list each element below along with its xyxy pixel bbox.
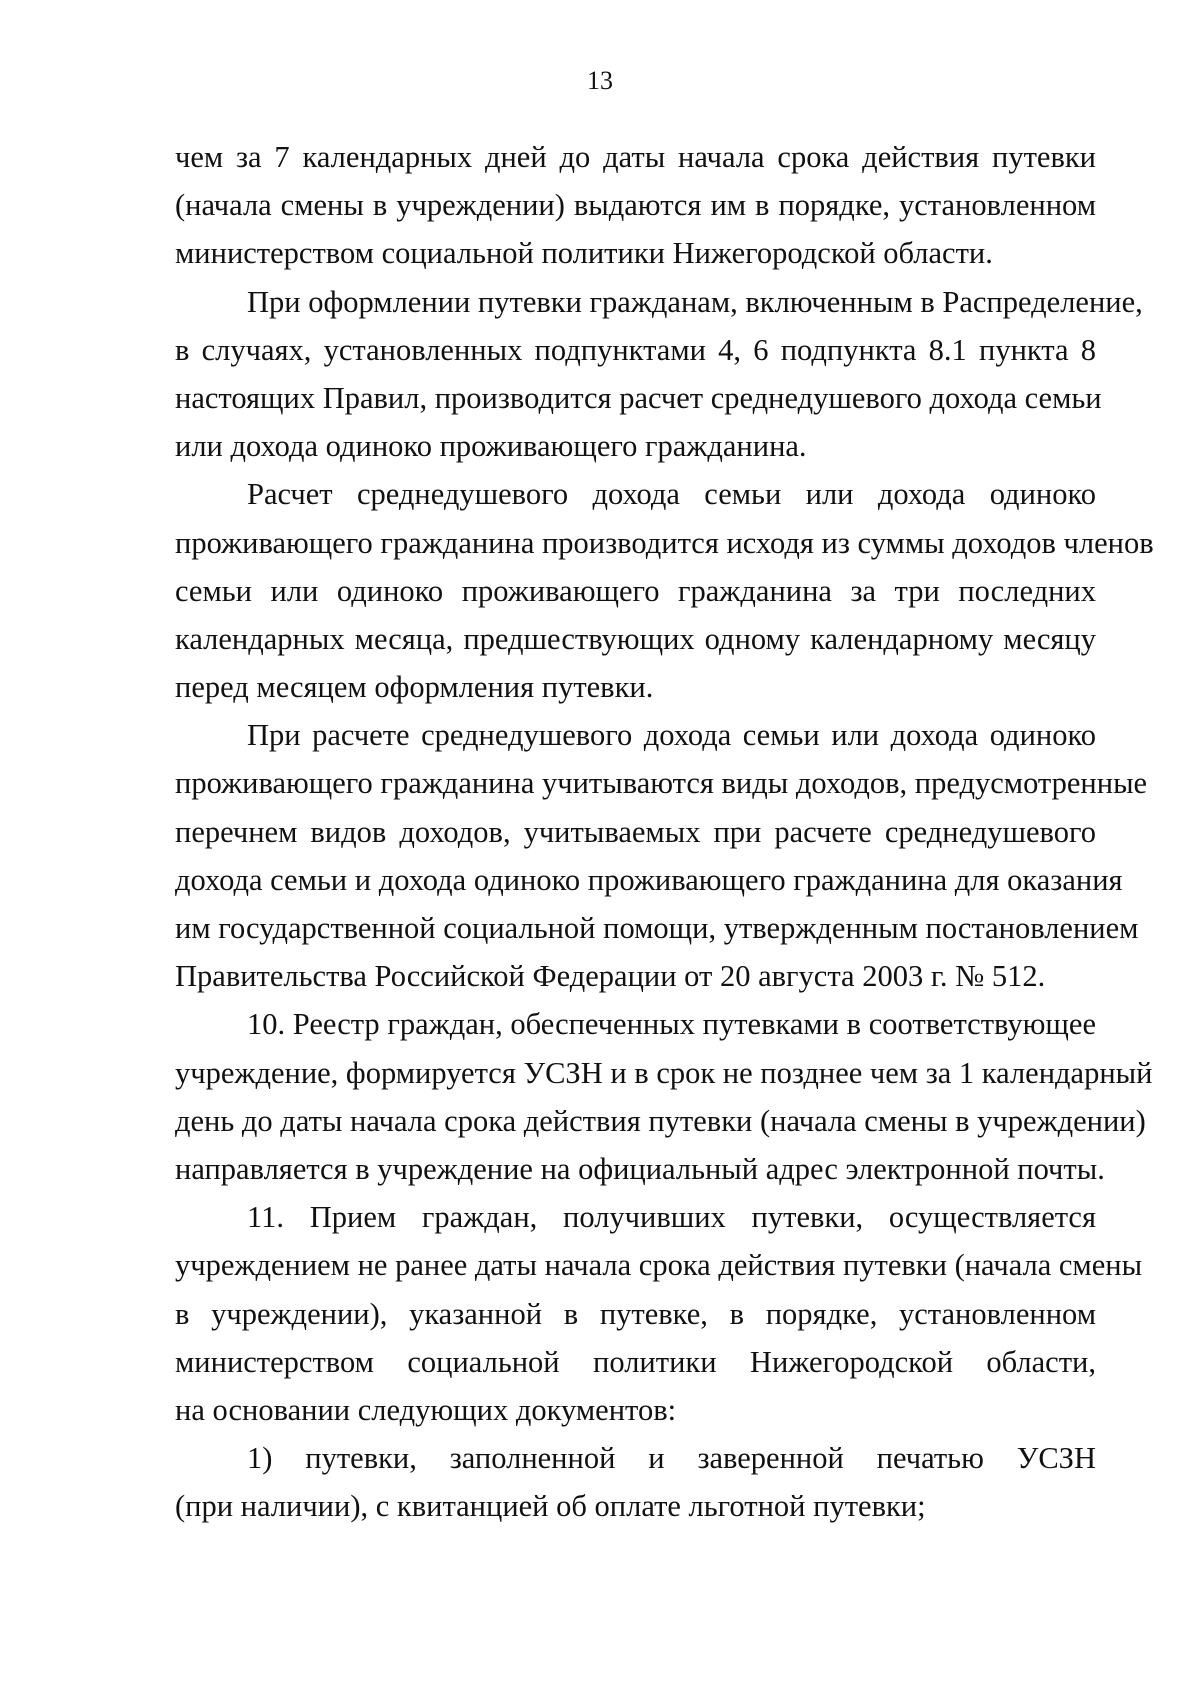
- document-body: [175, 133, 1154, 1530]
- page-number: 13: [587, 66, 613, 95]
- text-line: Правительства Российской Федерации от 20 августа 2003 г. № 512.: [175, 959, 1046, 994]
- text-line: Расчет среднедушевого дохода семьи или дохода одиноко: [247, 477, 1096, 512]
- text-line: 10. Реестр граждан, обеспеченных путевками в соответствующее: [247, 1007, 1096, 1042]
- text-line: в учреждении), указанной в путевке, в порядке, установленном: [175, 1296, 1096, 1331]
- paragraph-income-basis: [175, 470, 1154, 711]
- text-line: перед месяцем оформления путевки.: [175, 670, 654, 705]
- paragraph-continuation: [175, 133, 1096, 278]
- text-line: проживающего гражданина производится исходя из суммы доходов членов: [175, 525, 1154, 560]
- text-line: дохода семьи и дохода одиноко проживающего гражданина для оказания: [175, 862, 1123, 897]
- text-line: или дохода одиноко проживающего гражданина.: [175, 429, 807, 464]
- text-line: в случаях, установленных подпунктами 4, 6 подпункта 8.1 пункта 8: [175, 332, 1096, 367]
- text-line: При расчете среднедушевого дохода семьи или дохода одиноко: [247, 718, 1096, 753]
- text-line: 1) путевки, заполненной и заверенной печатью УСЗН: [247, 1441, 1096, 1476]
- text-line: семьи или одиноко проживающего гражданина за три последних: [175, 573, 1096, 608]
- text-line: настоящих Правил, производится расчет среднедушевого дохода семьи: [175, 380, 1102, 415]
- text-line: (начала смены в учреждении) выдаются им в порядке, установленном: [175, 188, 1096, 223]
- text-line: учреждение, формируется УСЗН и в срок не позднее чем за 1 календарный: [175, 1055, 1153, 1090]
- text-line: министерством социальной политики Нижегородской области.: [175, 236, 993, 271]
- paragraph-item-11: [175, 1193, 1143, 1434]
- text-line: При оформлении путевки гражданам, включенным в Распределение,: [247, 284, 1143, 319]
- text-line: министерством социальной политики Нижегородской области,: [175, 1344, 1096, 1379]
- text-line: им государственной социальной помощи, утвержденным постановлением: [175, 911, 1139, 945]
- text-line: учреждением не ранее даты начала срока действия путевки (начала смены: [175, 1248, 1143, 1283]
- text-line: проживающего гражданина учитываются виды доходов, предусмотренные: [175, 766, 1148, 801]
- text-line: календарных месяца, предшествующих одному календарному месяцу: [175, 621, 1096, 656]
- paragraph-income-types: [175, 711, 1148, 1000]
- text-line: на основании следующих документов:: [175, 1392, 677, 1427]
- paragraph-subitem-1: [175, 1434, 1096, 1530]
- text-line: чем за 7 календарных дней до даты начала срока действия путевки: [175, 140, 1096, 174]
- text-line: (при наличии), с квитанцией об оплате льготной путевки;: [175, 1489, 926, 1524]
- text-line: перечнем видов доходов, учитываемых при расчете среднедушевого: [175, 814, 1096, 849]
- text-line: 11. Прием граждан, получивших путевки, осуществляется: [247, 1200, 1096, 1235]
- text-line: направляется в учреждение на официальный адрес электронной почты.: [175, 1151, 1105, 1186]
- paragraph-income-calculation: [175, 278, 1143, 471]
- text-line: день до даты начала срока действия путевки (начала смены в учреждении): [175, 1103, 1146, 1138]
- paragraph-item-10: [175, 1000, 1153, 1193]
